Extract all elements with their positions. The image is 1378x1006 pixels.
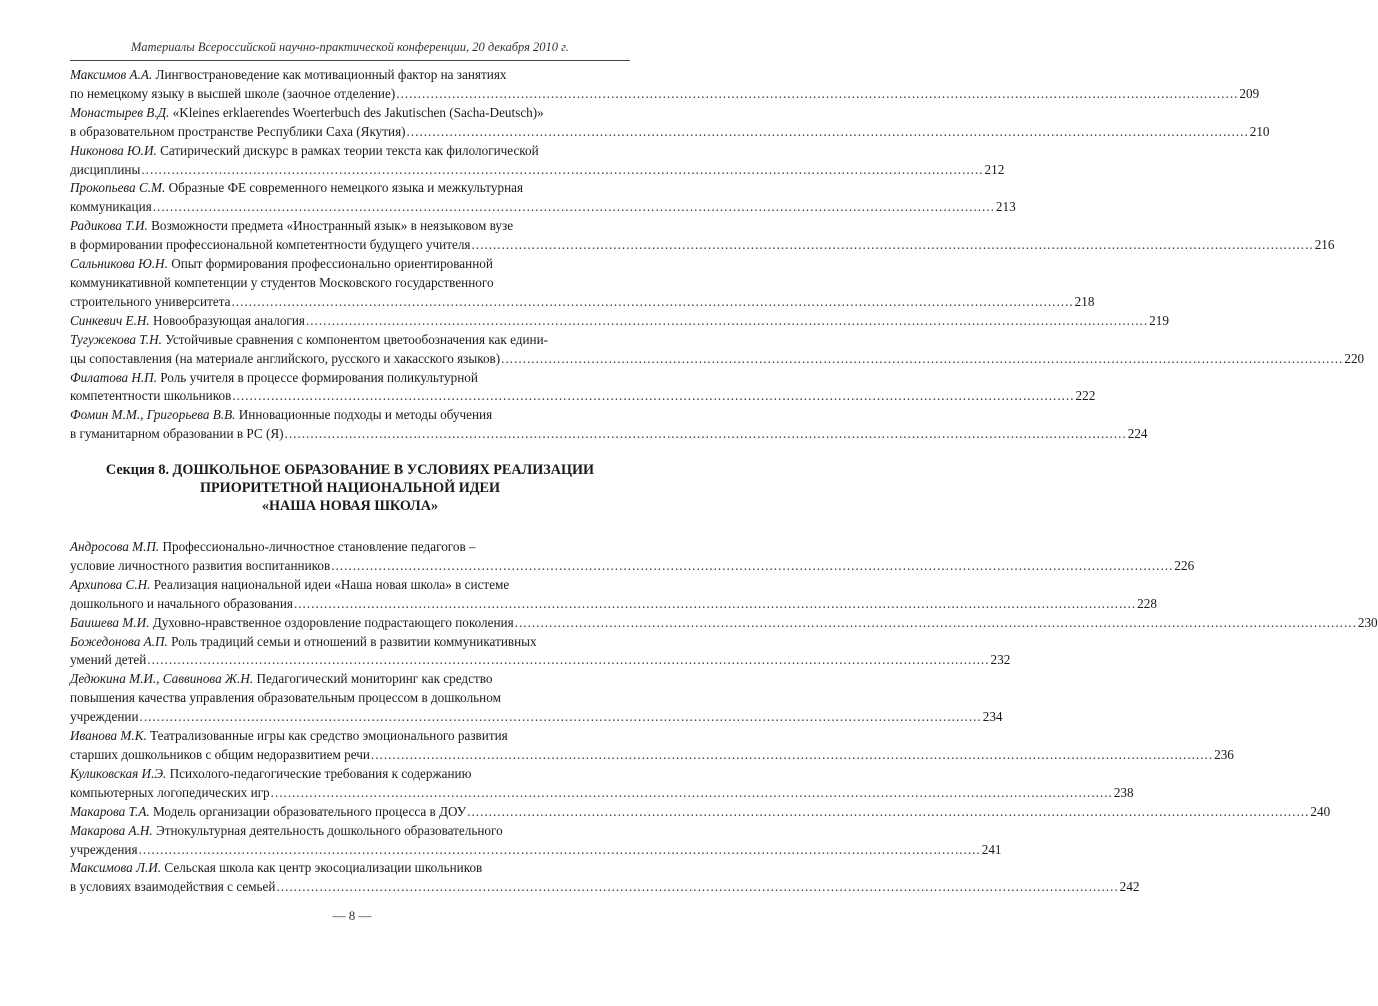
- toc-entry-title: умений детей: [70, 652, 147, 668]
- toc-entry-author: Синкевич Е.Н.: [70, 312, 150, 328]
- toc-entry-line: [70, 670, 630, 689]
- toc-entry-page: 236: [1214, 746, 1234, 762]
- toc-entry-line: [70, 179, 630, 198]
- table-of-contents-top: [70, 66, 1365, 444]
- toc-entry-line: [70, 765, 630, 784]
- toc-dot-leader: [271, 784, 1113, 803]
- toc-entry-line: [70, 198, 1016, 217]
- toc-dot-leader: [294, 595, 1136, 614]
- toc-entry-title: Педагогический мониторинг как средство: [256, 671, 493, 687]
- toc-entry-line: [70, 708, 1003, 727]
- toc-entry-text: [70, 841, 138, 860]
- toc-entry-line: [70, 104, 630, 123]
- toc-entry-line: [70, 425, 1148, 444]
- toc-entry-author: Филатова Н.П.: [70, 369, 157, 385]
- toc-entry: [70, 406, 1148, 444]
- toc-dot-leader: [407, 123, 1249, 142]
- toc-entry-title: «Kleines erklaerendes Woerterbuch des Jakutischen (Sacha-Deutsch)»: [172, 104, 544, 120]
- toc-dot-leader: [276, 878, 1118, 897]
- toc-entry: [70, 803, 1331, 822]
- toc-entry-title: в образовательном пространстве Республики Саха (Якутия): [70, 123, 406, 139]
- toc-entry-title: цы сопоставления (на материале английского, русского и хакасского языков): [70, 350, 501, 366]
- toc-entry-line: [70, 595, 1157, 614]
- toc-dot-leader: [147, 651, 989, 670]
- toc-entry-line: [70, 274, 630, 293]
- toc-entry-line: [70, 822, 630, 841]
- toc-entry-text: [70, 746, 370, 765]
- toc-entry-page: 230: [1357, 614, 1378, 630]
- toc-entry-text: [70, 274, 494, 293]
- toc-entry-line: [70, 803, 1331, 822]
- toc-entry-text: [70, 161, 140, 180]
- toc-entry-title: в гуманитарном образовании в РС (Я): [70, 426, 284, 442]
- section-heading-line-1: Секция 8. ДОШКОЛЬНОЕ ОБРАЗОВАНИЕ В УСЛОВИЯХ РЕАЛИЗАЦИИ: [105, 462, 595, 478]
- toc-entry: [70, 104, 1270, 142]
- toc-entry-line: [70, 557, 1195, 576]
- toc-entry-title: Профессионально-личностное становление педагогов –: [162, 539, 476, 554]
- toc-entry-text: [70, 784, 270, 803]
- toc-entry-line: [70, 312, 1169, 331]
- toc-entry-title: Роль учителя в процессе формирования поликультурной: [160, 369, 478, 385]
- toc-entry-text: [70, 142, 539, 161]
- table-of-contents-bottom: [70, 538, 1378, 897]
- toc-entry-text: [70, 312, 305, 331]
- toc-entry-line: [70, 878, 1140, 897]
- toc-entry-line: [70, 614, 1378, 633]
- toc-entry-title: в условиях взаимодействия с семьей: [70, 879, 276, 895]
- toc-entry-author: Иванова М.К.: [70, 728, 147, 744]
- toc-entry-author: Монастырев В.Д.: [70, 104, 170, 120]
- toc-dot-leader: [231, 293, 1073, 312]
- toc-entry-page: 240: [1310, 803, 1331, 819]
- toc-entry-title: компьютерных логопедических игр: [70, 784, 270, 800]
- toc-entry-line: [70, 689, 630, 708]
- toc-entry-text: [70, 803, 466, 822]
- running-header: Материалы Всероссийской научно-практической конференции, 20 декабря 2010 г.: [130, 40, 570, 54]
- toc-dot-leader: [467, 803, 1309, 822]
- toc-entry: [70, 66, 1260, 104]
- toc-entry-author: Максимова Л.И.: [70, 860, 162, 876]
- toc-entry-title: Сельская школа как центр экосоциализации школьников: [164, 860, 483, 876]
- toc-entry-author: Макарова А.Н.: [70, 822, 153, 838]
- toc-entry-line: [70, 123, 1270, 142]
- toc-entry-line: [70, 576, 630, 595]
- toc-entry-title: Устойчивые сравнения с компонентом цветообозначения как едини-: [165, 331, 549, 347]
- toc-entry-text: [70, 406, 492, 425]
- toc-entry-page: 232: [990, 652, 1011, 668]
- toc-entry-page: 213: [995, 199, 1016, 215]
- toc-entry-title: в формировании профессиональной компетентности будущего учителя: [70, 237, 471, 253]
- toc-dot-leader: [501, 350, 1343, 369]
- toc-entry-line: [70, 727, 630, 746]
- toc-entry: [70, 538, 1195, 576]
- toc-entry-author: Баишева М.И.: [70, 614, 150, 630]
- toc-entry: [70, 142, 1005, 180]
- toc-entry: [70, 179, 1016, 217]
- toc-entry-text: [70, 765, 471, 784]
- toc-dot-leader: [396, 85, 1238, 104]
- toc-entry-page: 234: [982, 709, 1003, 725]
- toc-entry-text: [70, 708, 139, 727]
- toc-entry-title: Духовно-нравственное оздоровление подрастающего поколения: [152, 614, 514, 630]
- toc-entry-text: [70, 123, 406, 142]
- toc-entry-text: [70, 651, 146, 670]
- toc-entry-text: [70, 557, 330, 576]
- toc-entry-author: Божедонова А.П.: [70, 633, 168, 649]
- toc-entry-line: [70, 369, 630, 388]
- section-heading-line-2: ПРИОРИТЕТНОЙ НАЦИОНАЛЬНОЙ ИДЕИ: [199, 480, 501, 496]
- toc-entry-page: 224: [1127, 426, 1148, 442]
- toc-dot-leader: [232, 387, 1074, 406]
- toc-entry-text: [70, 595, 293, 614]
- toc-dot-leader: [141, 161, 983, 180]
- toc-entry-text: [70, 859, 482, 878]
- toc-entry-title: Опыт формирования профессионально ориентированной: [171, 256, 493, 272]
- toc-dot-leader: [306, 312, 1148, 331]
- toc-entry-page: 241: [981, 841, 1002, 857]
- toc-entry-text: [70, 689, 501, 708]
- toc-entry: [70, 859, 1140, 897]
- toc-entry-author: Архипова С.Н.: [70, 576, 151, 592]
- toc-dot-leader: [153, 198, 995, 217]
- toc-entry-text: [70, 425, 284, 444]
- toc-entry: [70, 255, 1095, 312]
- toc-entry-text: [70, 350, 500, 369]
- toc-entry-text: [70, 576, 509, 595]
- toc-entry-title: Психолого-педагогические требования к содержанию: [169, 765, 472, 781]
- toc-entry-page: 216: [1314, 237, 1335, 253]
- toc-entry-line: [70, 633, 630, 652]
- toc-entry-text: [70, 85, 395, 104]
- toc-entry-title: Роль традиций семьи и отношений в развитии коммуникативных: [171, 633, 537, 649]
- section-heading-line-3: «НАША НОВАЯ ШКОЛА»: [261, 498, 439, 514]
- toc-entry-page: 228: [1137, 595, 1157, 611]
- toc-dot-leader: [371, 746, 1213, 765]
- toc-entry-page: 220: [1344, 350, 1365, 366]
- toc-entry-text: [70, 822, 503, 841]
- toc-entry-title: Образные ФЕ современного немецкого языка и межкультурная: [168, 180, 524, 196]
- toc-dot-leader: [285, 425, 1127, 444]
- toc-entry-line: [70, 255, 630, 274]
- toc-entry-text: [70, 727, 508, 746]
- toc-entry-title: по немецкому языку в высшей школе (заочное отделение): [70, 85, 396, 101]
- toc-entry-author: Сальникова Ю.Н.: [70, 256, 168, 272]
- toc-entry-author: Максимов А.А.: [70, 67, 153, 82]
- toc-entry-author: Макарова Т.А.: [70, 803, 150, 819]
- toc-entry-text: [70, 670, 492, 689]
- toc-entry-page: 242: [1119, 879, 1140, 895]
- toc-entry: [70, 670, 1003, 727]
- toc-entry-author: Прокопьева С.М.: [70, 180, 166, 196]
- toc-entry-line: [70, 331, 630, 350]
- toc-entry: [70, 331, 1365, 369]
- toc-entry-line: [70, 387, 1096, 406]
- toc-entry-page: 212: [984, 161, 1005, 177]
- toc-entry-page: 209: [1239, 85, 1260, 101]
- toc-entry-title: Инновационные подходы и методы обучения: [238, 407, 493, 423]
- toc-entry-text: [70, 878, 275, 897]
- toc-entry-title: старших дошкольников с общим недоразвитием речи: [70, 746, 370, 762]
- toc-entry-text: [70, 198, 152, 217]
- toc-entry-author: Никонова Ю.И.: [70, 142, 157, 158]
- toc-entry-text: [70, 255, 493, 274]
- toc-entry-text: [70, 538, 476, 557]
- toc-entry-author: Дедюкина М.И., Саввинова Ж.Н.: [70, 671, 254, 687]
- header-divider: [70, 60, 630, 61]
- toc-entry: [70, 765, 1134, 803]
- toc-entry-title: условие личностного развития воспитанников: [70, 557, 331, 573]
- toc-entry-line: [70, 746, 1234, 765]
- toc-entry-text: [70, 369, 478, 388]
- toc-entry-title: коммуникация: [70, 199, 152, 215]
- toc-entry-line: [70, 217, 630, 236]
- toc-dot-leader: [331, 557, 1173, 576]
- toc-entry-line: [70, 538, 630, 557]
- toc-entry-line: [70, 236, 1335, 255]
- toc-entry-text: [70, 614, 514, 633]
- toc-entry: [70, 822, 1002, 860]
- toc-entry-line: [70, 651, 1011, 670]
- toc-entry-title: Модель организации образовательного процесса в ДОУ: [153, 803, 467, 819]
- toc-entry-page: 238: [1113, 784, 1134, 800]
- toc-entry-page: 222: [1075, 388, 1096, 404]
- toc-entry-text: [70, 217, 513, 236]
- toc-entry: [70, 217, 1335, 255]
- toc-entry-line: [70, 859, 630, 878]
- toc-entry: [70, 633, 1011, 671]
- toc-entry: [70, 727, 1234, 765]
- toc-entry: [70, 614, 1378, 633]
- toc-entry-line: [70, 406, 630, 425]
- toc-entry-author: Тугужекова Т.Н.: [70, 331, 162, 347]
- toc-entry-title: Новообразующая аналогия: [153, 312, 305, 328]
- toc-entry-text: [70, 331, 548, 350]
- toc-entry-line: [70, 66, 630, 85]
- toc-entry-title: дошкольного и начального образования: [70, 595, 293, 611]
- toc-entry-text: [70, 293, 230, 312]
- toc-entry-title: учреждении: [70, 709, 139, 725]
- toc-entry: [70, 312, 1169, 331]
- toc-entry-author: Куликовская И.Э.: [70, 765, 167, 781]
- toc-entry-title: Этнокультурная деятельность дошкольного образовательного: [156, 822, 503, 838]
- toc-entry-line: [70, 784, 1134, 803]
- toc-entry-page: 226: [1174, 557, 1195, 573]
- toc-entry: [70, 369, 1096, 407]
- toc-entry-title: компетентности школьников: [70, 388, 232, 404]
- toc-entry-line: [70, 142, 630, 161]
- toc-entry-line: [70, 293, 1095, 312]
- toc-entry-page: 219: [1149, 312, 1169, 328]
- toc-entry-title: повышения качества управления образовательным процессом в дошкольном: [70, 690, 501, 706]
- toc-dot-leader: [140, 708, 982, 727]
- toc-entry-line: [70, 841, 1002, 860]
- toc-entry-text: [70, 633, 537, 652]
- toc-entry-title: коммуникативной компетенции у студентов Московского государственного: [70, 274, 494, 290]
- page-number: — 8 —: [332, 908, 372, 923]
- toc-dot-leader: [472, 236, 1314, 255]
- toc-entry: [70, 576, 1157, 614]
- toc-entry-page: 210: [1249, 123, 1270, 139]
- toc-entry-title: учреждения: [70, 841, 138, 857]
- toc-entry-author: Радикова Т.И.: [70, 218, 148, 234]
- toc-entry-title: строительного университета: [70, 293, 231, 309]
- toc-entry-author: Фомин М.М., Григорьева В.В.: [70, 407, 236, 423]
- toc-dot-leader: [139, 841, 981, 860]
- toc-entry-text: [70, 236, 471, 255]
- toc-entry-text: [70, 66, 506, 85]
- toc-entry-title: Реализация национальной идеи «Наша новая школа» в системе: [153, 576, 510, 592]
- toc-entry-title: Возможности предмета «Иностранный язык» в неязыковом вузе: [151, 218, 514, 234]
- toc-entry-line: [70, 85, 1260, 104]
- section-heading: [70, 461, 630, 515]
- toc-entry-title: Сатирический дискурс в рамках теории текста как филологической: [160, 142, 539, 158]
- toc-dot-leader: [515, 614, 1357, 633]
- toc-entry-title: Театрализованные игры как средство эмоционального развития: [150, 728, 508, 744]
- toc-entry-author: Андросова М.П.: [70, 539, 160, 554]
- toc-entry-text: [70, 104, 544, 123]
- toc-entry-title: Лингвострановедение как мотивационный фактор на занятиях: [155, 67, 507, 82]
- toc-entry-page: 218: [1074, 293, 1095, 309]
- toc-entry-title: дисциплины: [70, 161, 141, 177]
- toc-entry-line: [70, 161, 1005, 180]
- toc-entry-text: [70, 387, 231, 406]
- toc-entry-line: [70, 350, 1365, 369]
- toc-entry-text: [70, 179, 523, 198]
